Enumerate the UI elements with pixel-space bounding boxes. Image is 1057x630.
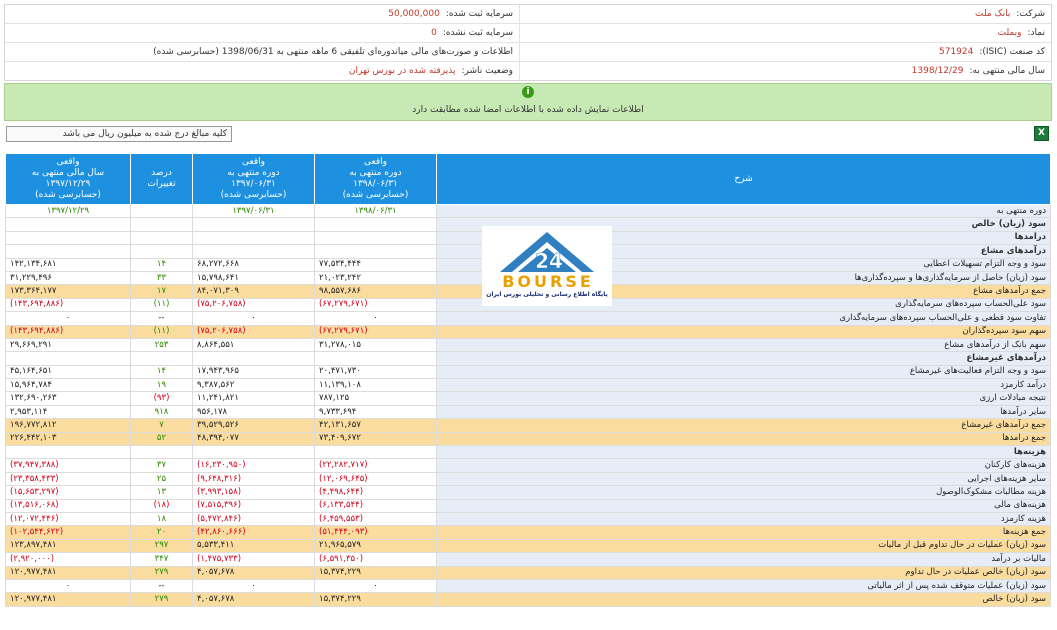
bourse24-logo (482, 226, 612, 306)
company-value: بانک ملت (975, 9, 1011, 19)
verification-notice-text: اطلاعات نمایش داده شده با اطلاعات امضا شده مطابقت دارد (412, 105, 644, 115)
value-1398-06 (315, 231, 437, 244)
value-1398-06: ۱۱,۱۳۹,۱۰۸ (315, 379, 437, 392)
table-row (6, 405, 1051, 418)
value-1397-06: ۴,۰۵۷,۶۷۸ (193, 593, 315, 606)
row-description: هزینه کارمزد (437, 512, 1051, 525)
value-1398-06: ۲۱,۹۶۵,۵۷۹ (315, 539, 437, 552)
value-1397-06: ۹۵۶,۱۷۸ (193, 405, 315, 418)
value-1397-12: ۱۳۲,۶۹۰,۲۶۳ (6, 392, 131, 405)
table-row (6, 392, 1051, 405)
change-percent: ۷ (131, 419, 193, 432)
value-1397-06: (۱۶,۲۳۰,۹۵۰) (193, 459, 315, 472)
info-row-1 (5, 5, 1051, 24)
value-1398-06: (۶,۱۳۳,۵۴۴) (315, 499, 437, 512)
table-row (6, 593, 1051, 606)
info-row-3 (5, 43, 1051, 62)
symbol-label: نماد: (1027, 28, 1045, 38)
table-row (6, 512, 1051, 525)
value-1397-12: ۴۵,۱۶۴,۶۵۱ (6, 365, 131, 378)
row-description: سود و وجه التزام تسهیلات اعطایی (437, 258, 1051, 271)
value-1397-12: (۲۳,۳۵۸,۴۳۳) (6, 472, 131, 485)
value-1397-12: ۱۲۰,۹۷۷,۴۸۱ (6, 593, 131, 606)
table-row (6, 539, 1051, 552)
row-description: هزینه‌های مالی (437, 499, 1051, 512)
change-percent: ۳۷ (131, 459, 193, 472)
report-title: اطلاعات و صورت‌های مالی میاندوره‌ای تلفیقی 6 ماهه منتهی به 1398/06/31 (حسابرسی شده) (153, 47, 513, 57)
fiscal-year-label: سال مالی منتهی به: (969, 66, 1045, 76)
change-percent: ۹۱۸ (131, 405, 193, 418)
row-description: درآمد کارمزد (437, 379, 1051, 392)
value-1397-12 (6, 231, 131, 244)
excel-icon[interactable]: X (1034, 126, 1049, 141)
capital-registered-label: سرمایه ثبت شده: (445, 9, 513, 19)
value-1397-06: (۵,۴۷۲,۸۴۶) (193, 512, 315, 525)
change-percent: ۲۷۹ (131, 593, 193, 606)
table-row (6, 526, 1051, 539)
table-row (6, 419, 1051, 432)
header-desc: شرح (437, 154, 1051, 205)
value-1397-06 (193, 231, 315, 244)
fiscal-year-value: 1398/12/29 (911, 66, 964, 76)
value-1398-06: (۶,۵۹۱,۳۵۰) (315, 553, 437, 566)
value-1397-12: (۲,۹۲۰,۰۰۰) (6, 553, 131, 566)
table-row (6, 459, 1051, 472)
row-description: سود و وجه التزام فعالیت‌های غیرمشاع (437, 365, 1051, 378)
change-percent (131, 205, 193, 218)
row-description: سایر هزینه‌های اجرایی (437, 472, 1051, 485)
value-1397-12 (6, 245, 131, 258)
header-col3: درصد تغییرات (131, 154, 193, 205)
value-1397-12: ۱۹۶,۷۷۲,۸۱۲ (6, 419, 131, 432)
logo-word: BOURSE (502, 272, 594, 291)
change-percent (131, 352, 193, 365)
change-percent: (۹۳) (131, 392, 193, 405)
value-1398-06: ۲۰,۴۷۱,۷۳۰ (315, 365, 437, 378)
value-1397-06: (۳,۹۹۳,۱۵۸) (193, 486, 315, 499)
value-1397-06: (۱,۴۷۵,۷۳۳) (193, 553, 315, 566)
value-1397-06: (۷,۵۱۵,۳۹۶) (193, 499, 315, 512)
symbol-value: وبملت (997, 28, 1022, 38)
row-description: دوره منتهی به (437, 205, 1051, 218)
row-description: درآمدها (437, 231, 1051, 244)
isic-label: کد صنعت (ISIC): (979, 47, 1045, 57)
row-description: جمع درآمدهای مشاع (437, 285, 1051, 298)
value-1397-12: (۱۴۳,۶۹۴,۸۸۶) (6, 298, 131, 311)
capital-registered-value: 50,000,000 (388, 9, 440, 19)
value-1398-06: ۱۵,۳۷۴,۲۲۹ (315, 593, 437, 606)
value-1397-06: ۰ (193, 312, 315, 325)
change-percent: ۲۰ (131, 526, 193, 539)
value-1398-06: ۰ (315, 579, 437, 592)
header-col1: واقعی دوره منتهی به ۱۳۹۸/۰۶/۳۱ (حسابرسی شده) (315, 154, 437, 205)
value-1397-06: ۴۸,۳۹۴,۰۷۷ (193, 432, 315, 445)
table-row (6, 205, 1051, 218)
change-percent: (۱۱) (131, 298, 193, 311)
value-1397-06: (۷۵,۲۰۶,۷۵۸) (193, 298, 315, 311)
value-1397-12 (6, 218, 131, 231)
value-1398-06: (۴,۴۹۸,۶۴۴) (315, 486, 437, 499)
change-percent: -- (131, 579, 193, 592)
row-description: جمع هزینه‌ها (437, 526, 1051, 539)
change-percent: ۱۳ (131, 486, 193, 499)
value-1397-06: ۱۷,۹۴۳,۹۶۵ (193, 365, 315, 378)
capital-unregistered-label: سرمایه ثبت نشده: (442, 28, 513, 38)
value-1397-12: ۰ (6, 579, 131, 592)
row-description: سهم بانک از درآمدهای مشاع (437, 338, 1051, 351)
logo-mark-icon (482, 226, 612, 276)
value-1398-06: ۱۵,۳۷۴,۲۲۹ (315, 566, 437, 579)
value-1398-06: (۶۷,۲۷۹,۶۷۱) (315, 325, 437, 338)
value-1397-12: (۱۲,۰۷۲,۴۴۶) (6, 512, 131, 525)
value-1397-12: (۳۷,۹۴۷,۳۸۸) (6, 459, 131, 472)
value-1397-06: ۳۹,۵۲۹,۵۲۶ (193, 419, 315, 432)
value-1397-06: ۱۳۹۷/۰۶/۳۱ (193, 205, 315, 218)
row-description: سایر درآمدها (437, 405, 1051, 418)
row-description: سود (زیان) خالص عملیات در حال تداوم (437, 566, 1051, 579)
value-1398-06 (315, 352, 437, 365)
value-1397-06 (193, 352, 315, 365)
value-1398-06: (۶۷,۲۷۹,۶۷۱) (315, 298, 437, 311)
publisher-status-value: پذیرفته شده در بورس تهران (348, 66, 456, 76)
table-row (6, 379, 1051, 392)
value-1398-06: ۷۸۷,۱۲۵ (315, 392, 437, 405)
table-row (6, 338, 1051, 351)
value-1398-06: ۴۲,۱۳۱,۶۵۷ (315, 419, 437, 432)
value-1397-12: ۱۳۹۷/۱۲/۲۹ (6, 205, 131, 218)
table-row (6, 312, 1051, 325)
value-1398-06: ۹,۷۳۳,۶۹۴ (315, 405, 437, 418)
row-description: مالیات بر درآمد (437, 553, 1051, 566)
value-1397-06: ۸۴,۰۷۱,۳۰۹ (193, 285, 315, 298)
value-1398-06: ۲۱,۰۲۳,۲۴۲ (315, 271, 437, 284)
value-1397-12: ۱۴۲,۱۳۴,۶۸۱ (6, 258, 131, 271)
value-1397-06: ۱۱,۲۴۱,۸۲۱ (193, 392, 315, 405)
verification-notice (4, 83, 1052, 121)
value-1397-06: ۱۵,۷۹۸,۶۴۱ (193, 271, 315, 284)
isic-value: 571924 (939, 47, 974, 57)
value-1397-12: ۱۵,۹۶۴,۷۸۴ (6, 379, 131, 392)
value-1397-12: ۰ (6, 312, 131, 325)
unit-note: کلیه مبالغ درج شده به میلیون ریال می باشد (6, 126, 232, 142)
value-1397-12: ۱۲۳,۸۹۷,۴۸۱ (6, 539, 131, 552)
change-percent: ۲۵۳ (131, 338, 193, 351)
change-percent: ۲۹۷ (131, 539, 193, 552)
change-percent: (۱۸) (131, 499, 193, 512)
value-1397-06 (193, 218, 315, 231)
value-1397-06: (۴۲,۸۶۰,۶۶۶) (193, 526, 315, 539)
value-1397-06: ۴,۰۵۷,۶۷۸ (193, 566, 315, 579)
info-row-2 (5, 24, 1051, 43)
value-1397-12: (۱۳,۵۱۶,۰۶۸) (6, 499, 131, 512)
change-percent (131, 446, 193, 459)
value-1397-12: ۲۲۶,۴۴۲,۱۰۳ (6, 432, 131, 445)
row-description: سود (زیان) خالص (437, 218, 1051, 231)
info-icon: i (522, 86, 534, 98)
row-description: هزینه‌های کارکنان (437, 459, 1051, 472)
value-1398-06: (۵۱,۴۴۴,۰۹۳) (315, 526, 437, 539)
value-1398-06: (۱۲,۰۶۹,۶۴۵) (315, 472, 437, 485)
logo-number: 24 (535, 249, 563, 273)
value-1398-06: ۱۳۹۸/۰۶/۳۱ (315, 205, 437, 218)
table-header-row (6, 154, 1051, 205)
change-percent: ۳۳ (131, 271, 193, 284)
row-description: سهم سود سپرده‌گذاران (437, 325, 1051, 338)
table-row (6, 579, 1051, 592)
header-col4: واقعی سال مالی منتهی به ۱۳۹۷/۱۲/۲۹ (حسابرسی شده) (6, 154, 131, 205)
change-percent (131, 218, 193, 231)
change-percent: ۱۷ (131, 285, 193, 298)
table-row (6, 446, 1051, 459)
row-description: سود علی‌الحساب سپرده‌های سرمایه‌گذاری (437, 298, 1051, 311)
value-1397-12: (۱۵,۶۵۳,۲۹۷) (6, 486, 131, 499)
value-1398-06: ۷۳,۴۰۹,۶۷۲ (315, 432, 437, 445)
company-label: شرکت: (1016, 9, 1045, 19)
row-description: تفاوت سود قطعی و علی‌الحساب سپرده‌های سرمایه‌گذاری (437, 312, 1051, 325)
change-percent: ۱۴ (131, 258, 193, 271)
change-percent: ۲۷۹ (131, 566, 193, 579)
row-description: سود (زیان) عملیات در حال تداوم قبل از مالیات (437, 539, 1051, 552)
row-description: جمع درآمدهای غیرمشاع (437, 419, 1051, 432)
value-1397-06: (۹,۶۴۸,۳۱۶) (193, 472, 315, 485)
value-1398-06 (315, 446, 437, 459)
value-1397-12: ۲۹,۶۶۹,۲۹۱ (6, 338, 131, 351)
change-percent: ۱۸ (131, 512, 193, 525)
value-1397-06: (۷۵,۲۰۶,۷۵۸) (193, 325, 315, 338)
change-percent: ۵۲ (131, 432, 193, 445)
row-description: جمع درآمدها (437, 432, 1051, 445)
value-1397-06: ۶۸,۲۷۲,۶۶۸ (193, 258, 315, 271)
row-description: سود (زیان) عملیات متوقف شده پس از اثر مالیاتی (437, 579, 1051, 592)
value-1397-12 (6, 446, 131, 459)
capital-unregistered-value: 0 (431, 28, 437, 38)
value-1398-06: ۳۱,۲۷۸,۰۱۵ (315, 338, 437, 351)
value-1397-12: (۱۴۳,۶۹۴,۸۸۶) (6, 325, 131, 338)
change-percent (131, 231, 193, 244)
table-row (6, 325, 1051, 338)
change-percent: -- (131, 312, 193, 325)
row-description: نتیجه مبادلات ارزی (437, 392, 1051, 405)
row-description: سود (زیان) خالص (437, 593, 1051, 606)
value-1398-06: ۰ (315, 312, 437, 325)
value-1397-06: ۰ (193, 579, 315, 592)
change-percent: ۲۵ (131, 472, 193, 485)
value-1398-06: (۶,۴۵۹,۵۵۳) (315, 512, 437, 525)
logo-tagline: پایگاه اطلاع رسانی و تحلیلی بورس ایران (486, 291, 608, 298)
row-description: سود (زیان) حاصل از سرمایه‌گذاری‌ها و سپرده‌گذاری‌ها (437, 271, 1051, 284)
company-info-panel (4, 4, 1052, 81)
row-description: درآمدهای مشاع (437, 245, 1051, 258)
change-percent: (۱۱) (131, 325, 193, 338)
change-percent: ۱۴ (131, 365, 193, 378)
value-1397-12 (6, 352, 131, 365)
row-description: هزینه مطالبات مشکوک‌الوصول (437, 486, 1051, 499)
change-percent: ۱۹ (131, 379, 193, 392)
table-row (6, 553, 1051, 566)
value-1397-12: ۱۷۳,۳۶۴,۱۷۷ (6, 285, 131, 298)
value-1397-06: ۹,۳۸۷,۵۶۲ (193, 379, 315, 392)
change-percent: ۳۴۷ (131, 553, 193, 566)
table-row (6, 432, 1051, 445)
table-row (6, 486, 1051, 499)
value-1397-06 (193, 446, 315, 459)
value-1397-12: ۳۱,۲۲۹,۴۹۶ (6, 271, 131, 284)
value-1397-06: ۵,۵۳۳,۴۱۱ (193, 539, 315, 552)
publisher-status-label: وضعیت ناشر: (461, 66, 513, 76)
value-1397-06 (193, 245, 315, 258)
header-col2: واقعی دوره منتهی به ۱۳۹۷/۰۶/۳۱ (حسابرسی شده) (193, 154, 315, 205)
table-row (6, 352, 1051, 365)
value-1397-06: ۸,۸۶۴,۵۵۱ (193, 338, 315, 351)
table-row (6, 472, 1051, 485)
value-1397-12: (۱۰۲,۵۴۴,۶۲۲) (6, 526, 131, 539)
value-1398-06 (315, 245, 437, 258)
row-description: درآمدهای غیرمشاع (437, 352, 1051, 365)
table-row (6, 499, 1051, 512)
table-row (6, 365, 1051, 378)
row-description: هزینه‌ها (437, 446, 1051, 459)
financial-table (5, 153, 1051, 607)
table-row (6, 566, 1051, 579)
value-1398-06 (315, 218, 437, 231)
change-percent (131, 245, 193, 258)
value-1397-12: ۱۲۰,۹۷۷,۴۸۱ (6, 566, 131, 579)
info-row-4 (5, 62, 1051, 80)
value-1398-06: ۹۸,۵۵۷,۶۸۶ (315, 285, 437, 298)
value-1397-12: ۲,۹۵۳,۱۱۴ (6, 405, 131, 418)
value-1398-06: ۷۷,۵۳۴,۴۴۴ (315, 258, 437, 271)
value-1398-06: (۲۲,۲۸۲,۷۱۷) (315, 459, 437, 472)
